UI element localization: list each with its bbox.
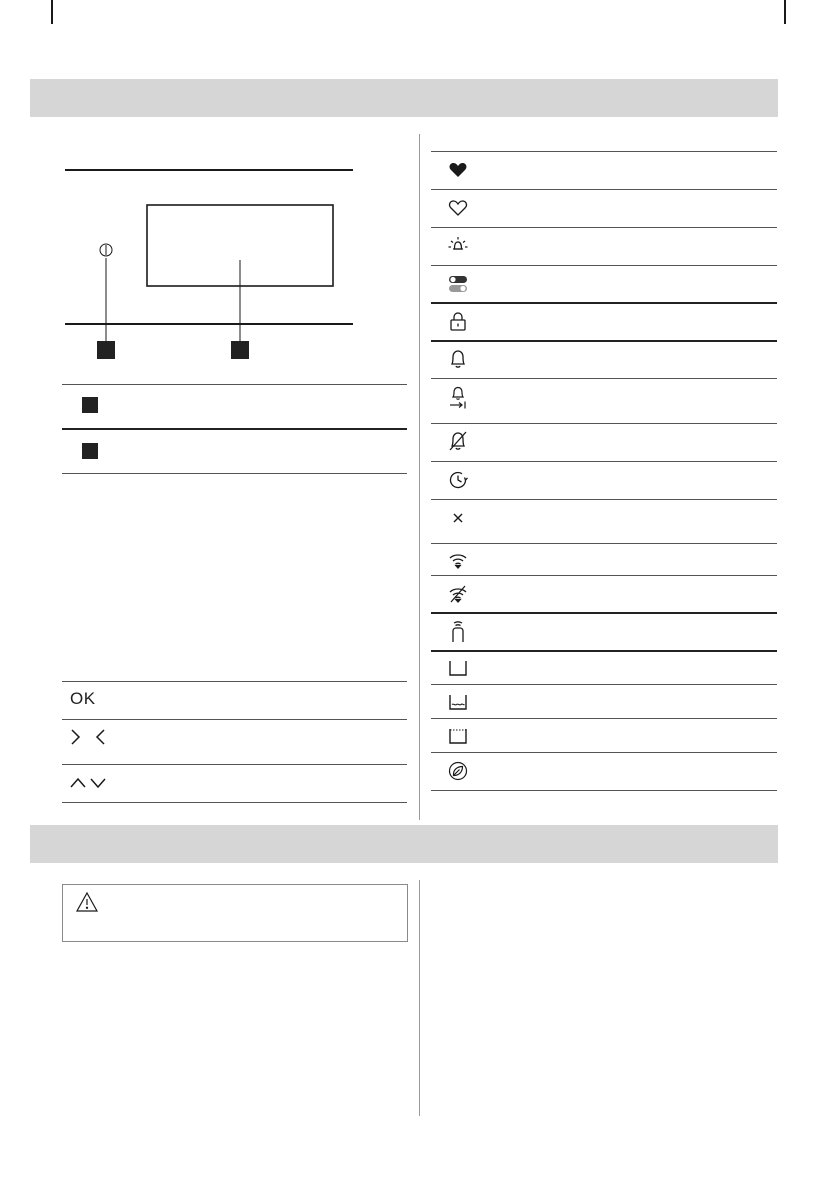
- symbol-rule-9: [431, 499, 777, 500]
- wifi-icon: [444, 546, 472, 574]
- bell-icon: [444, 345, 472, 373]
- symbol-rule-10: [431, 543, 777, 544]
- bell-skip-icon: [444, 384, 472, 412]
- timer-icon: [444, 466, 472, 494]
- left-right-arrows-icon: [68, 727, 108, 747]
- symbol-rule-2: [431, 227, 777, 228]
- symbol-rule-12: [431, 612, 777, 614]
- water-tank-full-icon: [444, 688, 472, 716]
- nav-rule-4: [62, 802, 407, 803]
- symbol-rule-15: [431, 718, 777, 719]
- symbol-rule-13: [431, 650, 777, 652]
- legend-marker-2: [82, 443, 98, 459]
- symbol-rule-14: [431, 684, 777, 685]
- symbol-rule-8: [431, 461, 777, 462]
- toggle-switch-icon: [444, 270, 472, 298]
- wifi-off-icon: [444, 580, 472, 608]
- symbol-rule-0: [431, 151, 777, 152]
- nav-rule-1: [62, 681, 407, 682]
- callout-marker-1: [97, 341, 115, 359]
- symbol-rule-1: [431, 189, 777, 190]
- ok-key-label: OK: [70, 689, 96, 708]
- symbol-rule-11: [431, 575, 777, 576]
- legend-rule-top: [62, 384, 407, 385]
- bell-mute-icon: [444, 427, 472, 455]
- symbol-rule-4: [431, 302, 777, 304]
- symbol-rule-7: [431, 423, 777, 424]
- nav-rule-2: [62, 719, 407, 720]
- callout-marker-2: [231, 341, 249, 359]
- eco-leaf-icon: [444, 757, 472, 785]
- symbol-rule-3: [431, 265, 777, 266]
- remote-oven-icon: [444, 618, 472, 646]
- symbol-rule-17: [431, 790, 777, 791]
- symbol-rule-5: [431, 340, 777, 342]
- legend-marker-1: [82, 397, 98, 413]
- heart-outline-icon: [444, 194, 472, 222]
- chevron-up-down-icon: [68, 772, 108, 792]
- symbol-rule-16: [431, 752, 777, 753]
- warning-box: [62, 884, 408, 942]
- legend-rule-middle: [62, 428, 407, 430]
- power-icon: [100, 244, 112, 256]
- column-divider-bottom: [419, 880, 420, 1116]
- water-tank-empty-icon: [444, 654, 472, 682]
- padlock-icon: [444, 308, 472, 336]
- section-header-band-bottom: [30, 825, 778, 863]
- lamp-icon: [444, 232, 472, 260]
- legend-rule-bottom: [62, 473, 407, 474]
- warning-triangle-icon: [75, 891, 99, 913]
- symbol-rule-6: [431, 378, 777, 379]
- cross-icon: [444, 504, 472, 532]
- nav-rule-3: [62, 764, 407, 765]
- control-panel-diagram: [0, 0, 839, 380]
- heart-filled-icon: [444, 156, 472, 184]
- tank-descale-icon: [444, 722, 472, 750]
